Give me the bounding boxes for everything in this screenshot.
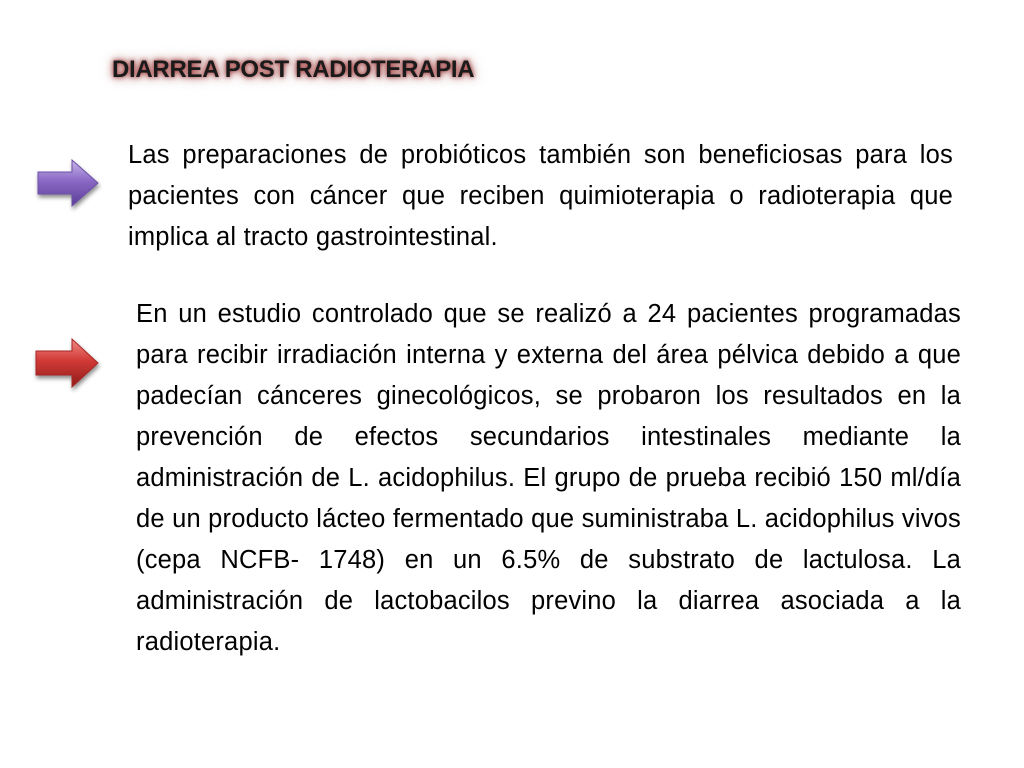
point-text-1: Las preparaciones de probióticos también son beneficiosas para los pacientes con cáncer que reciben quimioterapia o radioterapia que implica al tracto gastrointestinal. — [128, 141, 953, 251]
slide-title: DIARREA POST RADIOTERAPIA — [112, 56, 475, 83]
arrow-right-icon — [34, 156, 102, 214]
point-text-2: En un estudio controlado que se realizó a 24 pacientes programadas para recibir irradiación interna y externa del área pélvica debido a que padecían cánceres ginecológicos, se probaron los resultados en la prevención de efectos secundarios intestinales mediante la administración de L. acidophilus. El grupo de prueba recibió 150 ml/día de un producto lácteo fermentado que suministraba L. acidophilus vivos (cepa NCFB- 1748) en un 6.5% de substrato de lactulosa. La administración de lactobacilos previno la diarrea asociada a la radioterapia. — [136, 300, 961, 656]
arrow-right-icon — [32, 335, 102, 393]
